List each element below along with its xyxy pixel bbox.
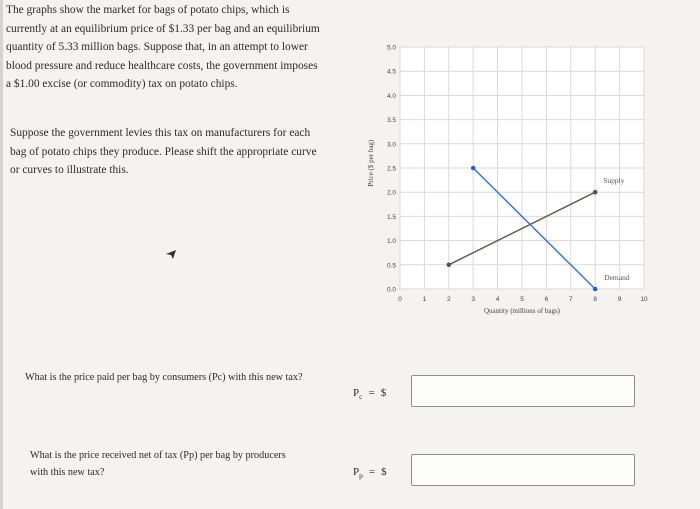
- producer-price-label: [353, 466, 387, 480]
- x-tick-label: 10: [640, 296, 648, 303]
- problem-intro: The graphs show the market for bags of potato chips, which is currently at an equilibrium price of $1.33 per bag and an equilibrium quantity of 5.33 million bags. Suppose that, in an attempt to lower blood pressure and reduce healthcare costs, the government imposes a $1.00 excise (or commodity) tax on potato chips.: [6, 4, 320, 91]
- question-producer-price: What is the price received net of tax (Pp) per bag by producers with this new tax?: [30, 450, 286, 478]
- consumer-price-label: [353, 387, 386, 401]
- y-tick-label: 2.5: [386, 165, 396, 173]
- problem-prompt: Suppose the government levies this tax on manufacturers for each bag of potato chips they produce. Please shift the appropriate curve or curves to illustrate this.: [10, 127, 317, 177]
- x-axis-label: Quantity (millions of bags): [483, 307, 561, 315]
- equals-sign: =: [368, 387, 375, 399]
- price-symbol: $P_c$: [353, 387, 363, 402]
- y-tick-label: 3.5: [386, 117, 396, 125]
- left-accent-bar: [0, 0, 3, 509]
- y-tick-label: 5.0: [386, 44, 396, 52]
- y-tick-label: 1.5: [386, 213, 396, 221]
- y-tick-label: 0.0: [386, 286, 396, 294]
- currency-sign: $: [380, 387, 387, 399]
- supply-label: Supply: [603, 176, 625, 186]
- x-tick-label: 4: [495, 296, 500, 303]
- x-tick-label: 3: [471, 296, 476, 303]
- x-tick-label: 7: [568, 296, 573, 303]
- x-tick-label: 8: [593, 296, 598, 303]
- consumer-price-input[interactable]: [411, 375, 635, 407]
- series-point-demand: [593, 287, 598, 292]
- equals-sign: =: [368, 466, 376, 478]
- y-axis-label: Price ($ per bag): [367, 139, 375, 187]
- x-tick-label: 6: [544, 296, 549, 303]
- question-consumer-price: What is the price paid per bag by consumers (Pc) with this new tax?: [25, 372, 303, 383]
- x-tick-label: 1: [422, 296, 427, 303]
- y-tick-label: 1.0: [386, 238, 396, 246]
- series-point-supply: [447, 263, 452, 268]
- supply-demand-chart[interactable]: [340, 10, 660, 320]
- x-tick-label: 2: [446, 296, 451, 303]
- y-tick-label: 2.0: [386, 189, 396, 197]
- producer-price-input[interactable]: [411, 454, 635, 486]
- x-tick-label: 9: [617, 296, 622, 303]
- y-tick-label: 4.5: [386, 68, 396, 76]
- series-point-supply: [593, 190, 598, 195]
- demand-label: Demand: [604, 273, 630, 282]
- y-tick-label: 3.0: [386, 141, 396, 149]
- price-symbol: $P_p$: [353, 466, 363, 481]
- series-point-demand: [471, 166, 476, 171]
- x-tick-label: 0: [398, 296, 402, 303]
- mouse-pointer-icon: [166, 250, 178, 260]
- y-tick-label: 0.5: [386, 262, 396, 270]
- currency-sign: $: [381, 466, 387, 478]
- y-tick-label: 4.0: [386, 92, 396, 100]
- x-tick-label: 5: [520, 296, 524, 303]
